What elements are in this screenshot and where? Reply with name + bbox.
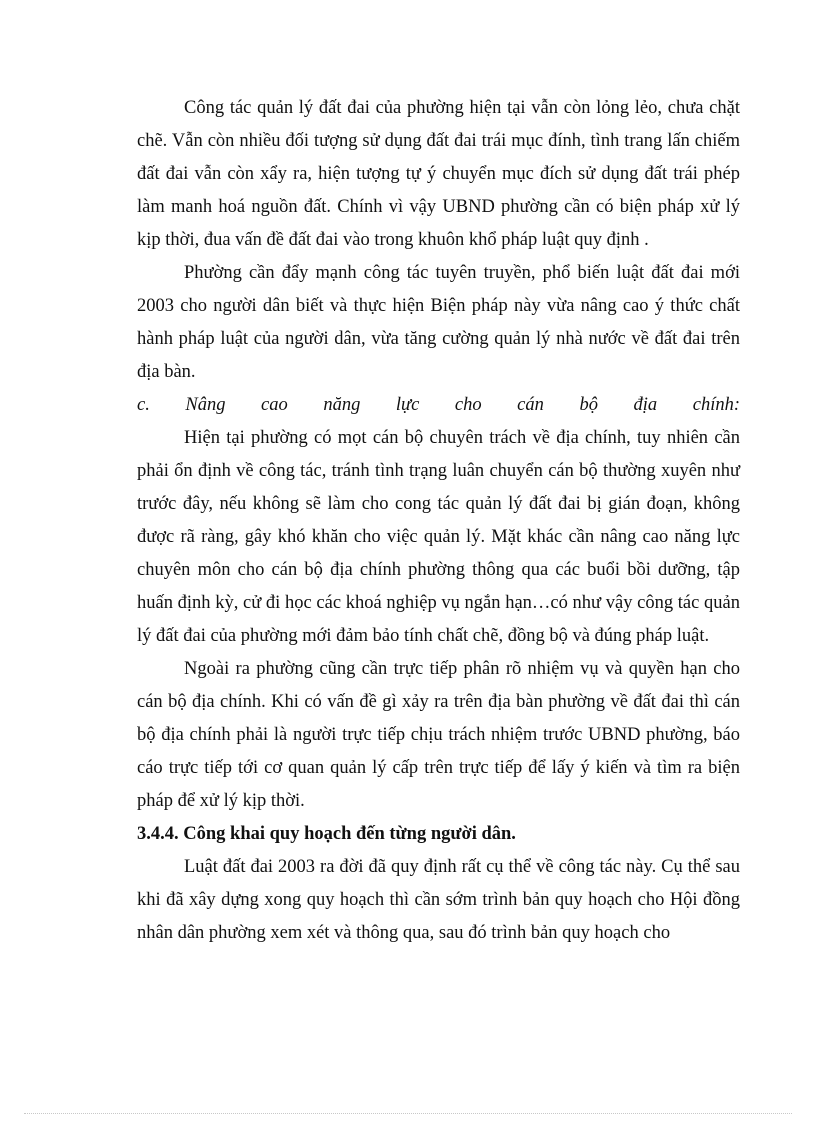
paragraph-law-propaganda: Phường cần đẩy mạnh công tác tuyên truyền, phổ biến luật đất đai mới 2003 cho người dân biết và thực hiện Biện pháp này vừa nâng cao ý thức chất hành pháp luật của người dân, vừa tăng cường quản lý nhà nước về đất đai trên địa bàn. bbox=[137, 263, 740, 382]
document-body bbox=[137, 92, 740, 950]
section-heading-c: c. Nâng cao năng lực cho cán bộ địa chính: bbox=[137, 395, 740, 415]
paragraph-cadastral-staff: Hiện tại phường có mọt cán bộ chuyên trách về địa chính, tuy nhiên cần phải ổn định về công tác, tránh tình trạng luân chuyển cán bộ thường xuyên như trước đây, nếu không sẽ làm cho cong tác quản lý đất đai bị gián đoạn, không được rã ràng, gây khó khăn cho việc quản lý. Mặt khác cần nâng cao năng lực chuyên môn cho cán bộ địa chính phường thông qua các buổi bồi dưỡng, tập huấn định kỳ, cử đi học các khoá nghiệp vụ ngắn hạn…có như vậy công tác quản lý đất đai của phường mới đảm bảo tính chất chẽ, đồng bộ và đúng pháp luật. bbox=[137, 428, 740, 646]
page-bottom-divider bbox=[24, 1113, 792, 1114]
paragraph-land-law-2003: Luật đất đai 2003 ra đời đã quy định rất cụ thể về công tác này. Cụ thể sau khi đã xây dựng xong quy hoạch thì cần sớm trình bản quy hoạch cho Hội đồng nhân dân phường xem xét và thông qua, sau đó trình bản quy hoạch cho bbox=[137, 857, 740, 943]
paragraph-land-management-status: Công tác quản lý đất đai của phường hiện tại vẫn còn lỏng lẻo, chưa chặt chẽ. Vẫn còn nhiều đối tượng sử dụng đất đai trái mục đính, tình trang lấn chiếm đất đai vẫn còn xẩy ra, hiện tượng tự ý chuyển mục đích sử dụng đất trái phép làm manh hoá nguồn đất. Chính vì vậy UBND phường cần có biện pháp xử lý kịp thời, đua vấn đề đất đai vào trong khuôn khổ pháp luật quy định . bbox=[137, 98, 740, 250]
paragraph-duties-authority: Ngoài ra phường cũng cần trực tiếp phân rõ nhiệm vụ và quyền hạn cho cán bộ địa chính. Khi có vấn đề gì xảy ra trên địa bàn phường về đất đai thì cán bộ địa chính phải là người trực tiếp chịu trách nhiệm trước UBND phường, báo cáo trực tiếp tới cơ quan quản lý cấp trên trực tiếp để lấy ý kiến và tìm ra biện pháp để xử lý kịp thời. bbox=[137, 659, 740, 811]
section-heading-3-4-4: 3.4.4. Công khai quy hoạch đến từng người dân. bbox=[137, 824, 516, 844]
